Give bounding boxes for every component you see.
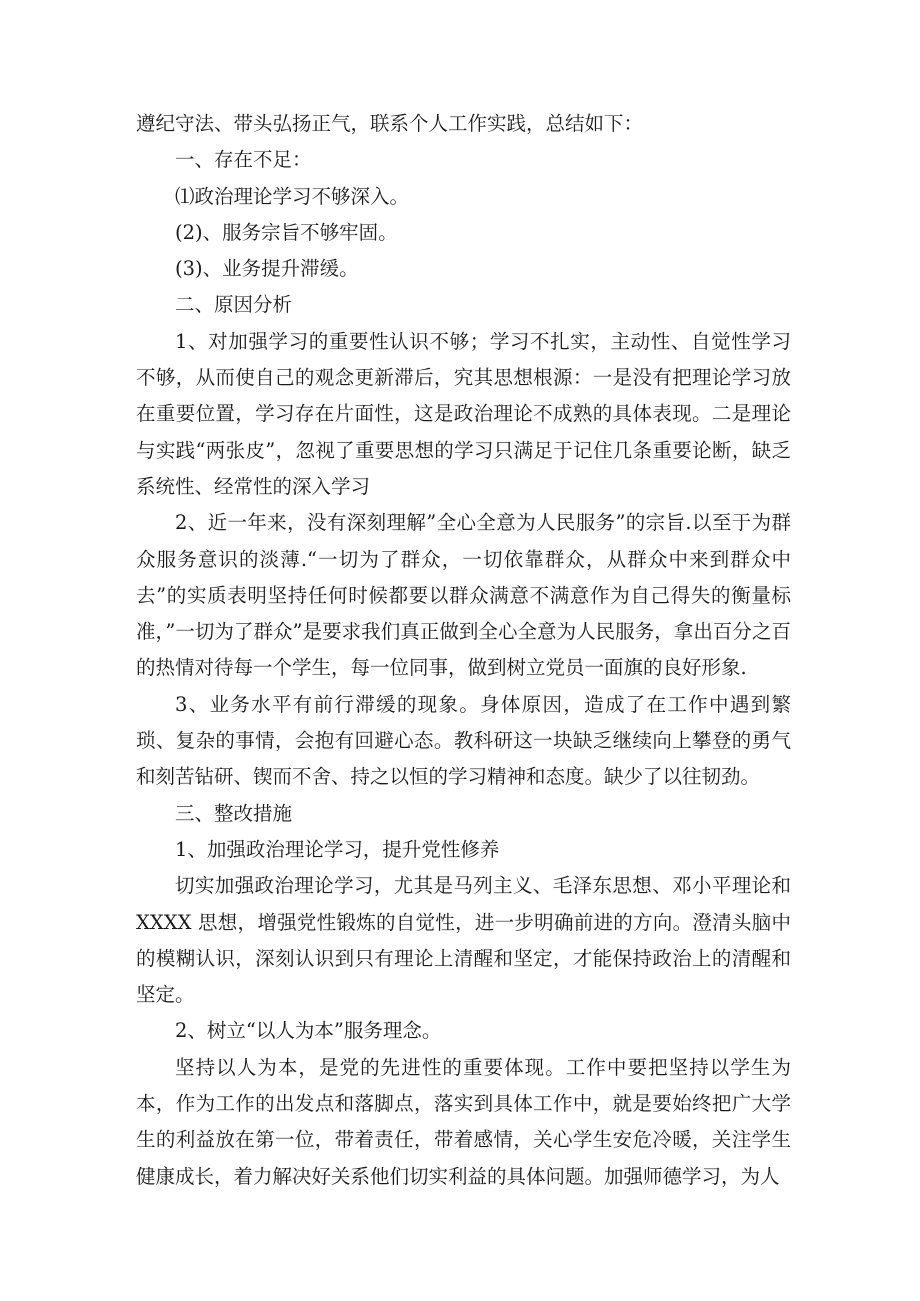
measure-heading-2: 2、树立“以人为本”服务理念。 <box>175 1019 442 1043</box>
shortcoming-item-2: (2)、服务宗旨不够牢固。 <box>175 220 398 244</box>
cause-paragraph-1: 1、对加强学习的重要性认识不够；学习不扎实，主动性、自觉性学习不够，从而使自己的观念更新滞后，究其思想根源：一是没有把理论学习放在重要位置，学习存在片面性，这是政治理论不成熟的具体表现。二是理论与实践“两张皮”，忽视了重要思想的学习只满足于记住几条重要论断，缺乏系统性、经常性的深入学习 <box>136 329 791 498</box>
measure-paragraph-1: 切实加强政治理论学习，尤其是马列主义、毛泽东思想、邓小平理论和 XXXX 思想，增强党性锻炼的自觉性，进一步明确前进的方向。澄清头脑中的模糊认识，深刻认识到只有理论上清醒和坚定，才能保持政治上的清醒和坚定。 <box>136 874 791 1007</box>
document-body <box>136 106 791 1195</box>
measure-paragraph-2: 坚持以人为本，是党的先进性的重要体现。工作中要把坚持以学生为本，作为工作的出发点和落脚点，落实到具体工作中，就是要始终把广大学生的利益放在第一位，带着责任，带着感情，关心学生安危冷暖，关注学生健康成长，着力解决好关系他们切实利益的具体问题。加强师德学习，为人 <box>136 1055 791 1188</box>
shortcoming-item-1: ⑴政治理论学习不够深入。 <box>175 184 410 208</box>
cause-paragraph-3: 3、业务水平有前行滞缓的现象。身体原因，造成了在工作中遇到繁琐、复杂的事情，会抱有回避心态。教科研这一块缺乏继续向上攀登的勇气和刻苦钻研、锲而不舍、持之以恒的学习精神和态度。缺少了以往韧劲。 <box>136 692 791 789</box>
heading-rectification: 三、整改措施 <box>175 801 293 825</box>
heading-cause-analysis: 二、原因分析 <box>175 293 293 317</box>
heading-shortcomings: 一、存在不足： <box>175 148 312 172</box>
measure-heading-1: 1、加强政治理论学习，提升党性修养 <box>175 837 500 861</box>
paragraph-intro: 遵纪守法、带头弘扬正气，联系个人工作实践，总结如下： <box>136 112 644 135</box>
shortcoming-item-3: (3)、业务提升滞缓。 <box>175 257 359 281</box>
cause-paragraph-2: 2、近一年来，没有深刻理解”全心全意为人民服务”的宗旨.以至于为群众服务意识的淡薄.“一切为了群众，一切依靠群众，从群众中来到群众中去”的实质表明坚持任何时候都要以群众满意不满意作为自己得失的衡量标准，”一切为了群众”是要求我们真正做到全心全意为人民服务，拿出百分之百的热情对待每一个学生，每一位同事，做到树立党员一面旗的良好形象. <box>136 511 791 680</box>
